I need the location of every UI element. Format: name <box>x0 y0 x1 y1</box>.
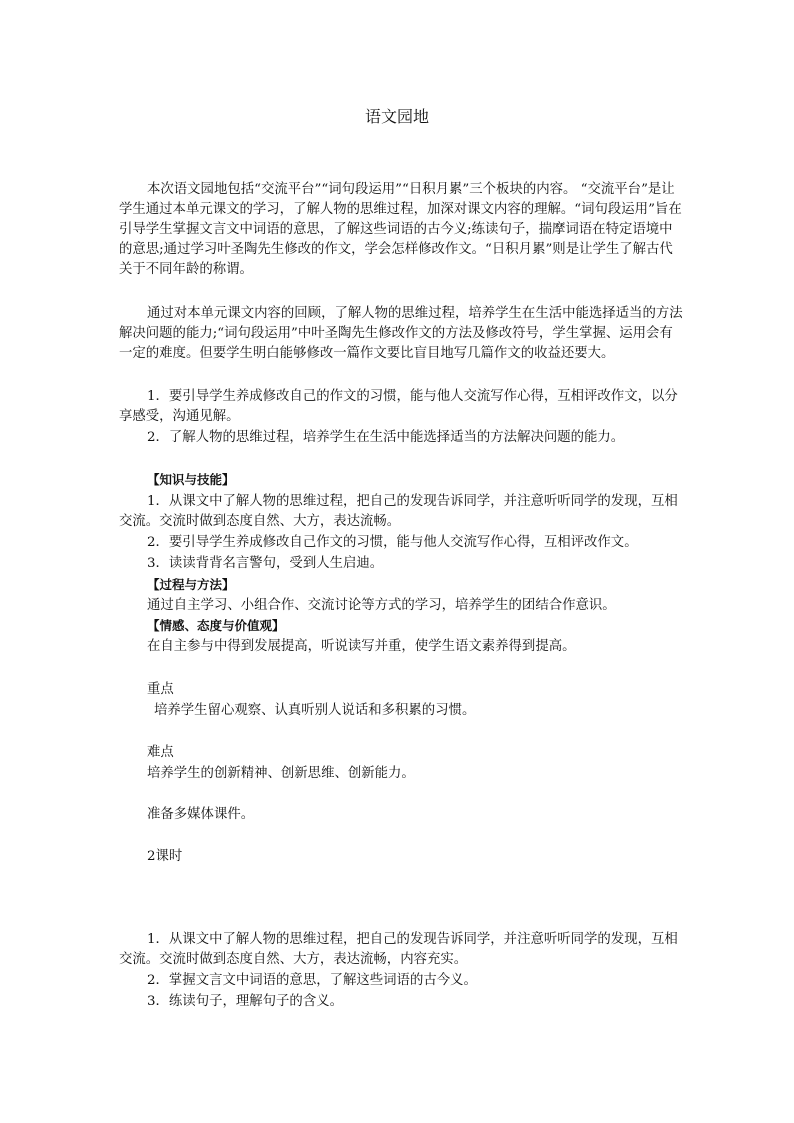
difficulty-text: 培养学生的创新精神、创新思维、创新能力。 <box>147 766 415 781</box>
page-title: 语文园地 <box>364 107 429 126</box>
preparation-text: 准备多媒体课件。 <box>147 807 255 822</box>
knowledge-item-3: 3．读读背背名言警句，受到人生启迪。 <box>147 556 384 571</box>
lesson-goal-2: 2．掌握文言文中词语的意思，了解这些词语的古今义。 <box>147 973 477 988</box>
knowledge-item-1: 1．从课文中了解人物的思维过程，把自己的发现告诉同学，并注意听听同学的发现，互相交流。交流时做到态度自然、大方，表达流畅。 <box>119 494 678 529</box>
key-point-label: 重点 <box>147 682 174 697</box>
knowledge-item-2: 2．要引导学生养成修改自己作文的习惯，能与他人交流写作心得，互相评改作文。 <box>147 535 638 550</box>
process-text: 通过自主学习、小组合作、交流讨论等方式的学习，培养学生的团结合作意识。 <box>147 598 616 613</box>
analysis-paragraph: 通过对本单元课文内容的回顾，了解人物的思维过程，培养学生在生活中能选择适当的方法解决问题的能力;“词句段运用”中叶圣陶先生修改作文的方法及修改符号，学生掌握、运用会有一定的难度。但要学生明白能够修改一篇作文要比盲目地写几篇作文的收益还要大。 <box>119 306 683 361</box>
duration-text: 2课时 <box>147 849 183 864</box>
intro-paragraph: 本次语文园地包括“交流平台”“词句段运用”“日积月累”三个板块的内容。 “交流平台”是让学生通过本单元课文的学习，了解人物的思维过程，加深对课文内容的理解。“词句段运用”旨在引导学生掌握文言文中词语的意思，了解这些词语的古今义;练读句子，揣摩词语在特定语境中的意思;通过学习叶圣陶先生修改的作文，学会怎样修改作文。“日积月累”则是让学生了解古代关于不同年龄的称谓。 <box>119 182 682 277</box>
emotion-heading: 【情感、态度与价值观】 <box>147 618 285 633</box>
goal-item-2: 2．了解人物的思维过程，培养学生在生活中能选择适当的方法解决问题的能力。 <box>147 430 625 445</box>
process-heading: 【过程与方法】 <box>147 577 235 592</box>
knowledge-heading: 【知识与技能】 <box>147 472 235 487</box>
goal-item-1: 1．要引导学生养成修改自己的作文的习惯，能与他人交流写作心得，互相评改作文，以分享感受，沟通见解。 <box>119 389 678 424</box>
emotion-text: 在自主参与中得到发展提高，听说读写并重，使学生语文素养得到提高。 <box>147 639 576 654</box>
lesson-goal-1: 1．从课文中了解人物的思维过程，把自己的发现告诉同学，并注意听听同学的发现，互相交流。交流时做到态度自然、大方，表达流畅，内容充实。 <box>119 932 678 967</box>
lesson-goal-3: 3．练读句子，理解句子的含义。 <box>147 994 343 1009</box>
difficulty-label: 难点 <box>147 745 174 760</box>
key-point-text: 培养学生留心观察、认真听别人说话和多积累的习惯。 <box>154 703 476 718</box>
